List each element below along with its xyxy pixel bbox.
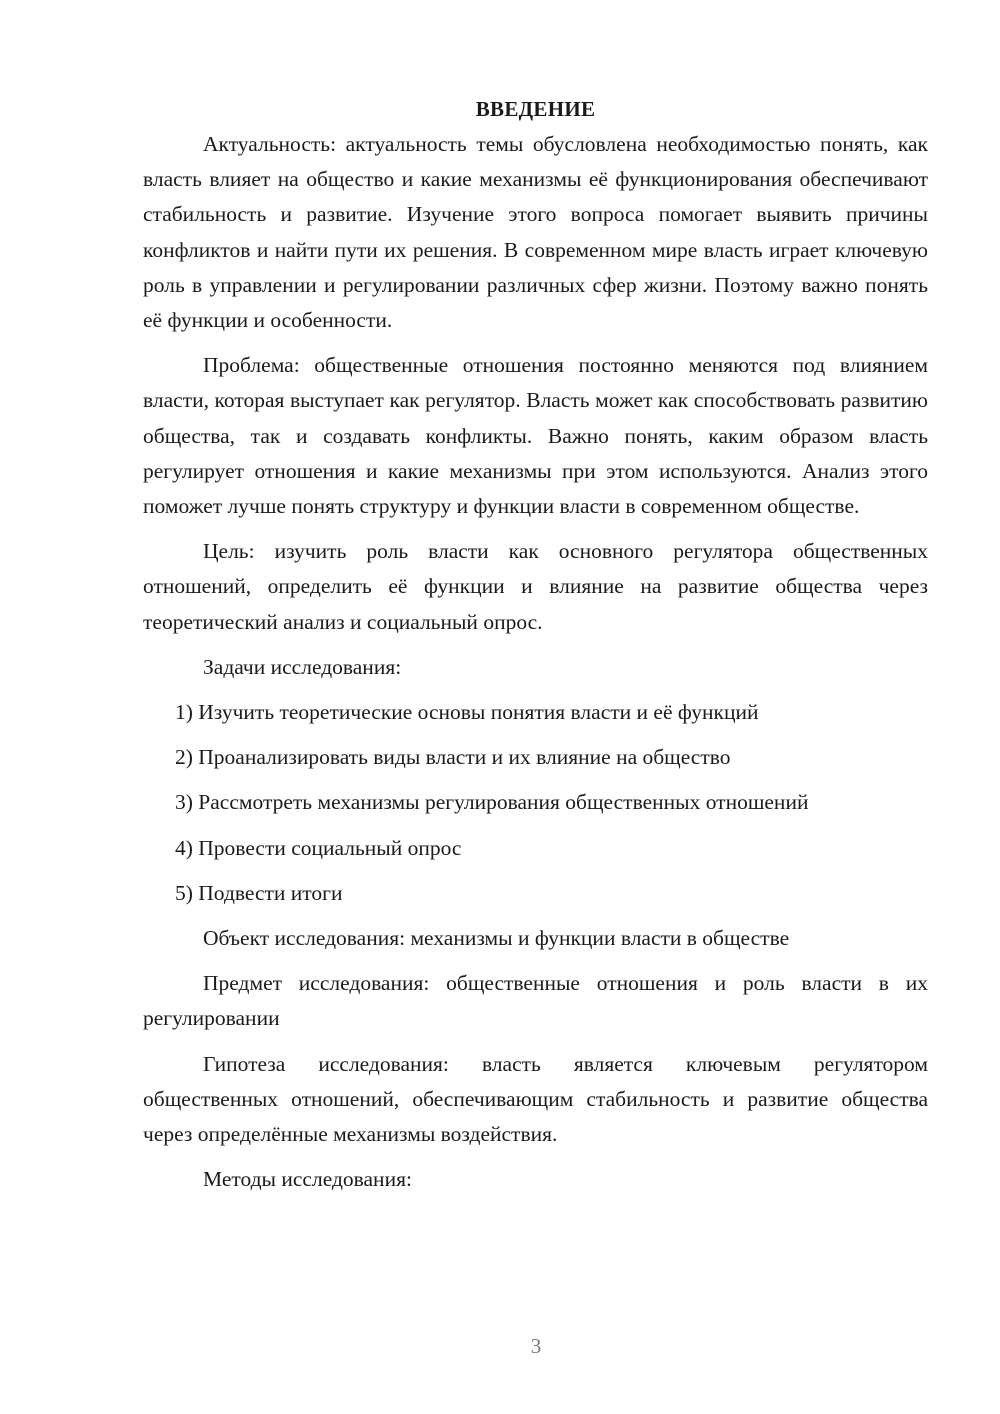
- paragraph-goal: Цель: изучить роль власти как основного регулятора общественных отношений, определить её функции и влияние на развитие общества через теоретический анализ и социальный опрос.: [143, 539, 928, 634]
- paragraph-problem: Проблема: общественные отношения постоянно меняются под влиянием власти, которая выступает как регулятор. Власть может как способствовать развитию общества, так и создавать конфликты. Важно понять, каким образом власть регулирует отношения и какие механизмы при этом используются. Анализ этого поможет лучше понять структуру и функции власти в современном обществе.: [143, 353, 928, 519]
- paragraph-object: Объект исследования: механизмы и функции власти в обществе: [203, 926, 790, 951]
- document-page: [143, 92, 928, 1207]
- task-item: 3) Рассмотреть механизмы регулирования общественных отношений: [175, 790, 809, 815]
- methods-heading: Методы исследования:: [203, 1167, 412, 1192]
- tasks-heading: Задачи исследования:: [203, 654, 402, 679]
- paragraph-subject: Предмет исследования: общественные отношения и роль власти в их регулировании: [143, 971, 928, 1031]
- page-number: 3: [530, 1334, 542, 1358]
- paragraph-relevance: Актуальность: актуальность темы обусловлена необходимостью понять, как власть влияет на общество и какие механизмы её функционирования обеспечивают стабильность и развитие. Изучение этого вопроса помогает выявить причины конфликтов и найти пути их решения. В современном мире власть играет ключевую роль в управлении и регулировании различных сфер жизни. Поэтому важно понять её функции и особенности.: [143, 132, 928, 333]
- tasks-list: [143, 695, 928, 911]
- task-item: 5) Подвести итоги: [175, 880, 343, 905]
- task-item: 4) Провести социальный опрос: [175, 835, 462, 860]
- task-item: 2) Проанализировать виды власти и их влияние на общество: [175, 745, 731, 770]
- paragraph-hypothesis: Гипотеза исследования: власть является ключевым регулятором общественных отношений, обеспечивающим стабильность и развитие общества через определённые механизмы воздействия.: [143, 1051, 928, 1147]
- section-title: ВВЕДЕНИЕ: [475, 97, 596, 121]
- task-item: 1) Изучить теоретические основы понятия власти и её функций: [175, 700, 759, 725]
